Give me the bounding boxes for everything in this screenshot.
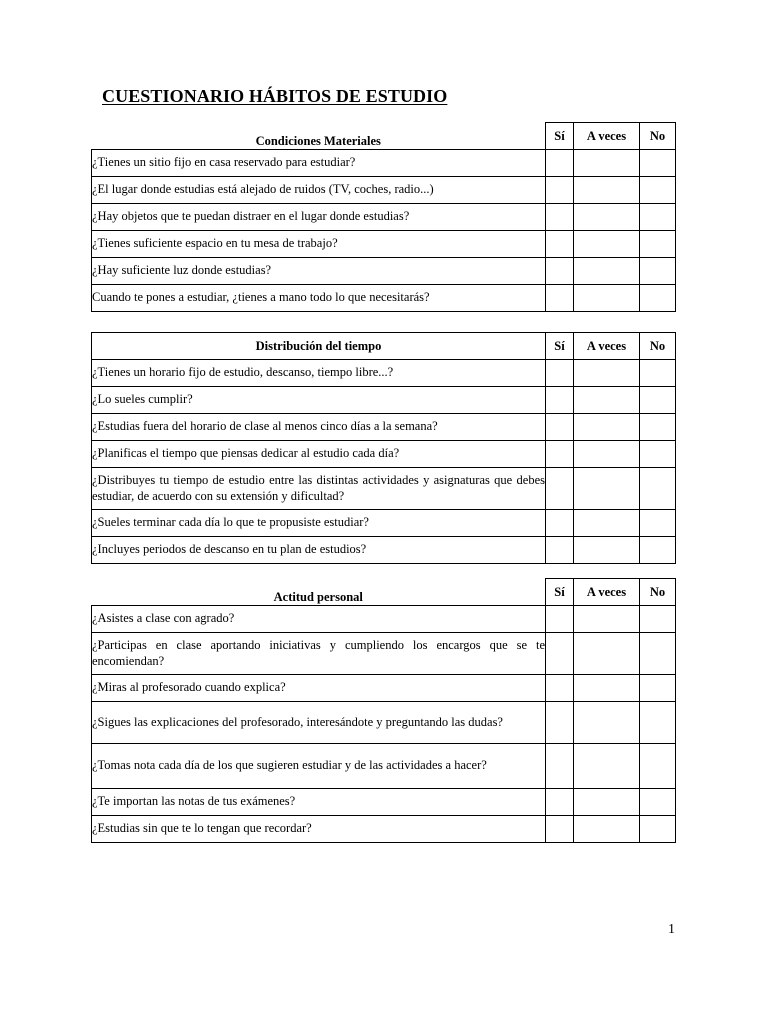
answer-cell-a-veces[interactable] <box>574 744 640 789</box>
question-text: ¿Miras al profesorado cuando explica? <box>92 675 546 702</box>
answer-cell-si[interactable] <box>546 510 574 537</box>
answer-cell-si[interactable] <box>546 441 574 468</box>
question-text: ¿Estudias sin que te lo tengan que recordar? <box>92 816 546 843</box>
answer-cell-si[interactable] <box>546 702 574 744</box>
answer-cell-a-veces[interactable] <box>574 816 640 843</box>
column-header-no: No <box>640 579 676 606</box>
answer-cell-no[interactable] <box>640 537 676 564</box>
answer-cell-no[interactable] <box>640 468 676 510</box>
answer-cell-a-veces[interactable] <box>574 177 640 204</box>
section-heading: Distribución del tiempo <box>92 333 546 360</box>
answer-cell-no[interactable] <box>640 360 676 387</box>
question-row <box>92 510 676 537</box>
question-text: ¿Planificas el tiempo que piensas dedicar al estudio cada día? <box>92 441 546 468</box>
answer-cell-no[interactable] <box>640 744 676 789</box>
answer-cell-a-veces[interactable] <box>574 285 640 312</box>
question-row <box>92 468 676 510</box>
question-text: ¿Hay suficiente luz donde estudias? <box>92 258 546 285</box>
answer-cell-a-veces[interactable] <box>574 360 640 387</box>
answer-cell-a-veces[interactable] <box>574 702 640 744</box>
question-text: ¿Tienes un horario fijo de estudio, descanso, tiempo libre...? <box>92 360 546 387</box>
answer-cell-si[interactable] <box>546 789 574 816</box>
answer-cell-si[interactable] <box>546 633 574 675</box>
answer-cell-si[interactable] <box>546 744 574 789</box>
question-text: ¿Estudias fuera del horario de clase al menos cinco días a la semana? <box>92 414 546 441</box>
question-text: ¿Tienes suficiente espacio en tu mesa de trabajo? <box>92 231 546 258</box>
column-header-si: Sí <box>546 123 574 150</box>
document-title: CUESTIONARIO HÁBITOS DE ESTUDIO <box>102 86 448 106</box>
question-row <box>92 606 676 633</box>
question-row <box>92 675 676 702</box>
column-header-a-veces: A veces <box>574 333 640 360</box>
question-text: ¿Incluyes periodos de descanso en tu plan de estudios? <box>92 537 546 564</box>
column-header-si: Sí <box>546 579 574 606</box>
answer-cell-no[interactable] <box>640 510 676 537</box>
question-text: Cuando te pones a estudiar, ¿tienes a mano todo lo que necesitarás? <box>92 285 546 312</box>
answer-cell-si[interactable] <box>546 231 574 258</box>
question-row <box>92 231 676 258</box>
section-header-row <box>92 579 676 606</box>
question-row <box>92 360 676 387</box>
answer-cell-a-veces[interactable] <box>574 675 640 702</box>
answer-cell-a-veces[interactable] <box>574 441 640 468</box>
question-row <box>92 414 676 441</box>
question-text: ¿Hay objetos que te puedan distraer en el lugar donde estudias? <box>92 204 546 231</box>
column-header-a-veces: A veces <box>574 123 640 150</box>
section-table-condiciones-materiales <box>91 122 676 312</box>
answer-cell-no[interactable] <box>640 150 676 177</box>
section-header-row <box>92 123 676 150</box>
answer-cell-no[interactable] <box>640 675 676 702</box>
answer-cell-a-veces[interactable] <box>574 510 640 537</box>
question-text: ¿Tomas nota cada día de los que sugieren estudiar y de las actividades a hacer? <box>92 744 546 789</box>
answer-cell-no[interactable] <box>640 258 676 285</box>
answer-cell-a-veces[interactable] <box>574 633 640 675</box>
answer-cell-no[interactable] <box>640 702 676 744</box>
answer-cell-a-veces[interactable] <box>574 789 640 816</box>
question-row <box>92 387 676 414</box>
column-header-no: No <box>640 333 676 360</box>
answer-cell-si[interactable] <box>546 414 574 441</box>
answer-cell-no[interactable] <box>640 606 676 633</box>
answer-cell-no[interactable] <box>640 177 676 204</box>
question-row <box>92 789 676 816</box>
answer-cell-si[interactable] <box>546 360 574 387</box>
question-text: ¿Tienes un sitio fijo en casa reservado para estudiar? <box>92 150 546 177</box>
question-row <box>92 150 676 177</box>
question-row <box>92 441 676 468</box>
question-text: ¿Participas en clase aportando iniciativas y cumpliendo los encargos que se te encomiendan? <box>92 633 546 675</box>
answer-cell-no[interactable] <box>640 285 676 312</box>
question-row <box>92 204 676 231</box>
question-row <box>92 702 676 744</box>
answer-cell-a-veces[interactable] <box>574 468 640 510</box>
section-heading: Actitud personal <box>92 579 546 606</box>
answer-cell-si[interactable] <box>546 675 574 702</box>
answer-cell-si[interactable] <box>546 204 574 231</box>
column-header-si: Sí <box>546 333 574 360</box>
answer-cell-si[interactable] <box>546 285 574 312</box>
question-text: ¿El lugar donde estudias está alejado de ruidos (TV, coches, radio...) <box>92 177 546 204</box>
question-row <box>92 816 676 843</box>
answer-cell-no[interactable] <box>640 204 676 231</box>
answer-cell-no[interactable] <box>640 789 676 816</box>
answer-cell-a-veces[interactable] <box>574 204 640 231</box>
answer-cell-a-veces[interactable] <box>574 258 640 285</box>
answer-cell-si[interactable] <box>546 387 574 414</box>
answer-cell-a-veces[interactable] <box>574 537 640 564</box>
question-row <box>92 285 676 312</box>
answer-cell-si[interactable] <box>546 258 574 285</box>
question-text: ¿Te importan las notas de tus exámenes? <box>92 789 546 816</box>
answer-cell-a-veces[interactable] <box>574 606 640 633</box>
answer-cell-si[interactable] <box>546 816 574 843</box>
answer-cell-no[interactable] <box>640 816 676 843</box>
answer-cell-si[interactable] <box>546 177 574 204</box>
answer-cell-no[interactable] <box>640 441 676 468</box>
answer-cell-no[interactable] <box>640 231 676 258</box>
section-header-row <box>92 333 676 360</box>
question-text: ¿Lo sueles cumplir? <box>92 387 546 414</box>
answer-cell-no[interactable] <box>640 633 676 675</box>
question-row <box>92 537 676 564</box>
page-number: 1 <box>668 922 675 937</box>
answer-cell-a-veces[interactable] <box>574 414 640 441</box>
question-row <box>92 744 676 789</box>
answer-cell-no[interactable] <box>640 387 676 414</box>
answer-cell-si[interactable] <box>546 606 574 633</box>
column-header-no: No <box>640 123 676 150</box>
answer-cell-a-veces[interactable] <box>574 231 640 258</box>
question-text: ¿Sueles terminar cada día lo que te propusiste estudiar? <box>92 510 546 537</box>
question-text: ¿Asistes a clase con agrado? <box>92 606 546 633</box>
section-table-actitud-personal <box>91 578 676 843</box>
column-header-a-veces: A veces <box>574 579 640 606</box>
question-row <box>92 258 676 285</box>
question-row <box>92 633 676 675</box>
section-heading: Condiciones Materiales <box>92 123 546 150</box>
answer-cell-a-veces[interactable] <box>574 387 640 414</box>
answer-cell-si[interactable] <box>546 537 574 564</box>
answer-cell-si[interactable] <box>546 150 574 177</box>
answer-cell-no[interactable] <box>640 414 676 441</box>
answer-cell-a-veces[interactable] <box>574 150 640 177</box>
question-row <box>92 177 676 204</box>
question-text: ¿Sigues las explicaciones del profesorado, interesándote y preguntando las dudas? <box>92 702 546 744</box>
question-text: ¿Distribuyes tu tiempo de estudio entre las distintas actividades y asignaturas que debes estudiar, de acuerdo con su extensión y dificultad? <box>92 468 546 510</box>
answer-cell-si[interactable] <box>546 468 574 510</box>
section-table-distribucion-del-tiempo <box>91 332 676 564</box>
